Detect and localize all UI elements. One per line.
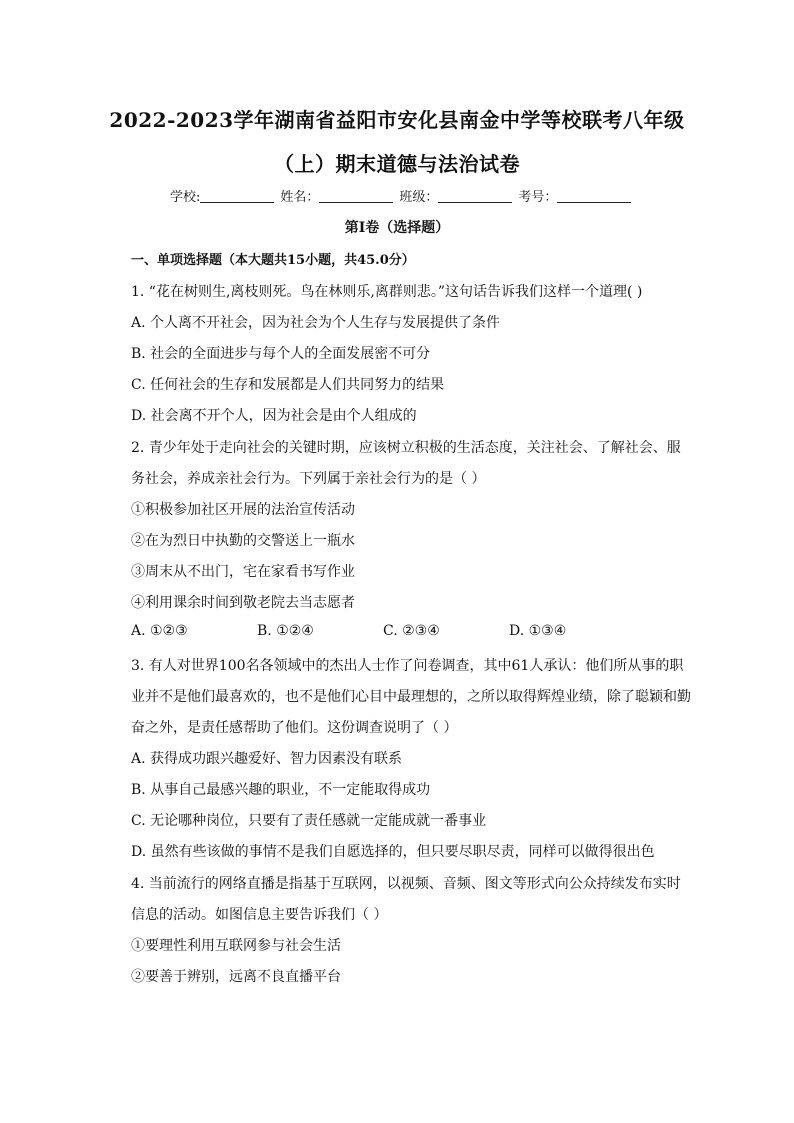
class-blank[interactable] [438, 190, 512, 203]
q3-option-b: B. 从事自己最感兴趣的职业，不一定能取得成功 [131, 782, 431, 798]
exam-title-line2: （上）期末道德与法治试卷 [274, 152, 520, 176]
q3-stem-line1: 3. 有人对世界100名各领域中的杰出人士作了问卷调查，其中61人承认：他们所从事的职 [131, 658, 684, 674]
q1-stem: 1. “花在树则生,离枝则死。鸟在林则乐,离群则悲。”这句话告诉我们这样一个道理( ) [131, 284, 643, 300]
q2-statement-1: ①积极参加社区开展的法治宣传活动 [131, 502, 355, 518]
q4-statement-2: ②要善于辨别，远离不良直播平台 [131, 969, 341, 985]
q3-stem-line2: 业并不是他们最喜欢的，也不是他们心目中最理想的，之所以取得辉煌业绩，除了聪颖和勤 [131, 689, 691, 705]
q4-statement-1: ①要理性利用互联网参与社会生活 [131, 938, 341, 954]
q3-option-c: C. 无论哪种岗位，只要有了责任感就一定能成就一番事业 [131, 813, 487, 829]
q1-option-b: B. 社会的全面进步与每个人的全面发展密不可分 [131, 346, 431, 362]
q2-statement-2: ②在为烈日中执勤的交警送上一瓶水 [131, 533, 355, 549]
q1-option-a: A. 个人离不开社会，因为社会为个人生存与发展提供了条件 [131, 315, 501, 331]
name-blank[interactable] [319, 190, 393, 203]
q2-option-b: B. ①②④ [257, 623, 314, 639]
q2-statement-4: ④利用课余时间到敬老院去当志愿者 [131, 595, 355, 611]
q3-stem-line3: 奋之外，是责任感帮助了他们。这份调查说明了（ ） [131, 720, 458, 736]
q1-option-d: D. 社会离不开个人，因为社会是由个人组成的 [131, 408, 417, 424]
q2-options [131, 623, 635, 639]
exam-no-label: 考号： [518, 190, 558, 205]
section-title: 第I卷（选择题） [344, 220, 450, 236]
q4-stem-line1: 4. 当前流行的网络直播是指基于互联网，以视频、音频、图文等形式向公众持续发布实时 [131, 876, 681, 892]
q2-option-a: A. ①②③ [131, 623, 188, 639]
q2-stem-line2: 务社会，养成亲社会行为。下列属于亲社会行为的是（ ） [131, 471, 486, 487]
q1-option-c: C. 任何社会的生存和发展都是人们共同努力的结果 [131, 377, 445, 393]
q4-stem-line2: 信息的活动。如图信息主要告诉我们（ ） [131, 907, 388, 923]
q3-option-a: A. 获得成功跟兴趣爱好、智力因素没有联系 [131, 751, 403, 767]
school-label: 学校: [170, 190, 201, 205]
class-label: 班级： [399, 190, 439, 205]
student-info-row [170, 186, 660, 205]
q2-option-d: D. ①③④ [509, 623, 567, 639]
q3-option-d: D. 虽然有些该做的事情不是我们自愿选择的，但只要尽职尽责，同样可以做得很出色 [131, 844, 655, 860]
exam-no-blank[interactable] [557, 190, 631, 203]
exam-title-line1: 2022-2023学年湖南省益阳市安化县南金中学等校联考八年级 [109, 108, 685, 132]
q2-option-c: C. ②③④ [383, 623, 440, 639]
q2-statement-3: ③周末从不出门，宅在家看书写作业 [131, 564, 355, 580]
name-label: 姓名： [280, 190, 320, 205]
part-title: 一、单项选择题（本大题共15小题，共45.0分） [131, 253, 415, 268]
school-blank[interactable] [200, 190, 274, 203]
q2-stem-line1: 2. 青少年处于走向社会的关键时期，应该树立积极的生活态度，关注社会、了解社会、服 [131, 440, 681, 456]
